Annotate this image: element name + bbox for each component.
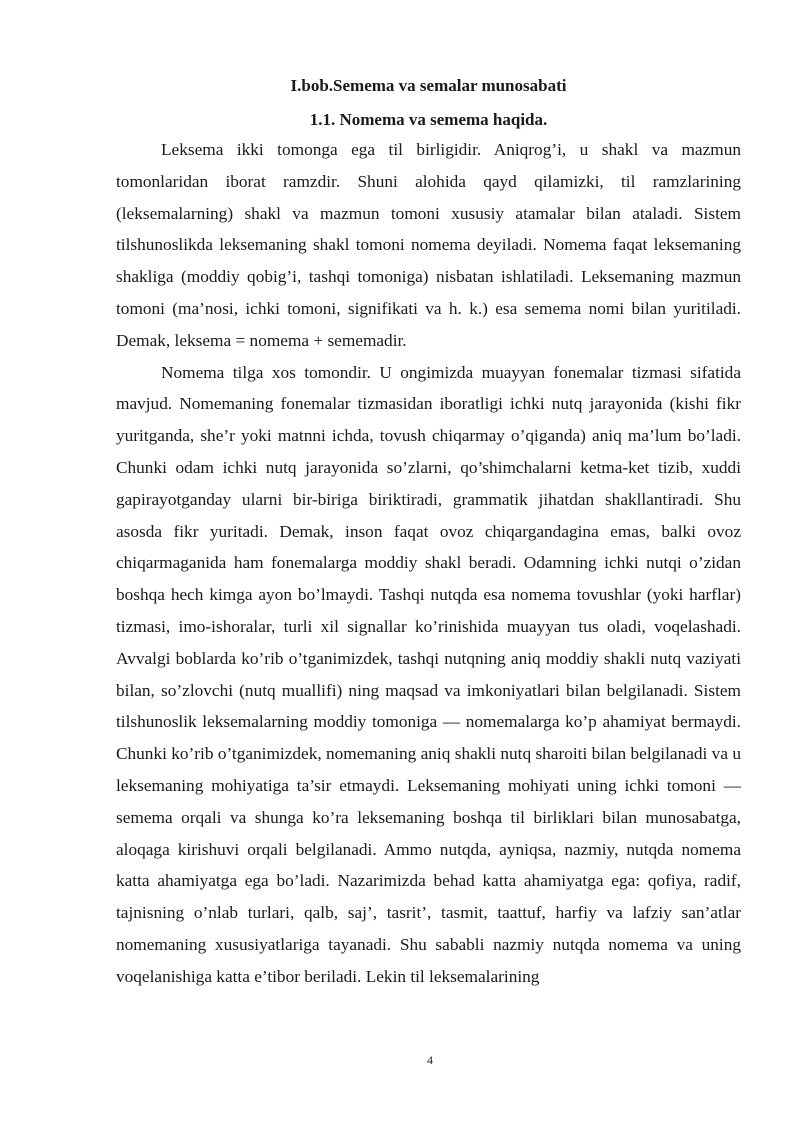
paragraph-1: Leksema ikki tomonga ega til birligidir. Aniqrog’i, u shakl va mazmun tomonlaridan iborat ramzdir. Shuni alohida qayd qilamizki, til ramzlarining (leksemalarning) shakl va mazmun tomoni xususiy atamalar bilan ataladi. Sistem tilshunoslikda leksemaning shakl tomoni nomema deyiladi. Nomema faqat leksemaning shakliga (moddiy qobig’i, tashqi tomoniga) nisbatan ishlatiladi. Leksemaning mazmun tomoni (ma’nosi, ichki tomoni, signifikati va h. k.) esa semema nomi bilan yuritiladi. Demak, leksema = nomema + sememadir. [116,140,741,350]
chapter-title: I.bob.Semema va semalar munosabati [290,76,567,95]
paragraph-2: Nomema tilga xos tomondir. U ongimizda muayyan fonemalar tizmasi sifatida mavjud. Nomemaning fonemalar tizmasidan iboratligi ichki nutq jarayonida (kishi fikr yuritganda, she’r yoki matnni ichda, tovush chiqarmay o’qiganda) aniq ma’lum bo’ladi. Chunki odam ichki nutq jarayonida so’zlarni, qo’shimchalarni ketma-ket tizib, xuddi gapirayotganday ularni bir-biriga biriktiradi, grammatik jihatdan shakllantiradi. Shu asosda fikr yuritadi. Demak, inson faqat ovoz chiqargandagina emas, balki ovoz chiqarmaganida ham fonemalarga moddiy shakl beradi. Odamning ichki nutqi o’zidan boshqa hech kimga ayon bo’lmaydi. Tashqi nutqda esa nomema tovushlar (yoki harflar) tizmasi, imo-ishoralar, turli xil signallar ko’rinishida muayyan tus oladi, voqelashadi. Avvalgi boblarda ko’rib o’tganimizdek, tashqi nutqning aniq moddiy shakli nutq vaziyati bilan, so’zlovchi (nutq muallifi) ning maqsad va imkoniyatlari bilan belgilanadi. Sistem tilshunoslik leksemalarning moddiy tomoniga — nomemalarga ko’p ahamiyat bermaydi. Chunki ko’rib o’tganimizdek, nomemaning aniq shakli nutq sharoiti bilan belgilanadi va u leksemaning mohiyatiga ta’sir etmaydi. Leksemaning mohiyati uning ichki tomoni — semema orqali va shunga ko’ra leksemaning boshqa til birliklari bilan munosabatga, aloqaga kirishuvi orqali belgilanadi. Ammo nutqda, ayniqsa, nazmiy, nutqda nomema katta ahamiyatga ega bo’ladi. Nazarimizda behad katta ahamiyatga ega: qofiya, radif, tajnisning o’nlab turlari, qalb, saj’, tasrit’, tasmit, taattuf, harfiy va lafziy san’atlar nomemaning xususiyatlariga tayanadi. Shu sababli nazmiy nutqda nomema va uning voqelanishiga katta e’tibor beriladi. Lekin til leksemalarining [116,362,741,986]
section-title: 1.1. Nomema va semema haqida. [309,110,548,129]
page-number: 4 [427,1053,433,1067]
document-page [116,72,741,993]
